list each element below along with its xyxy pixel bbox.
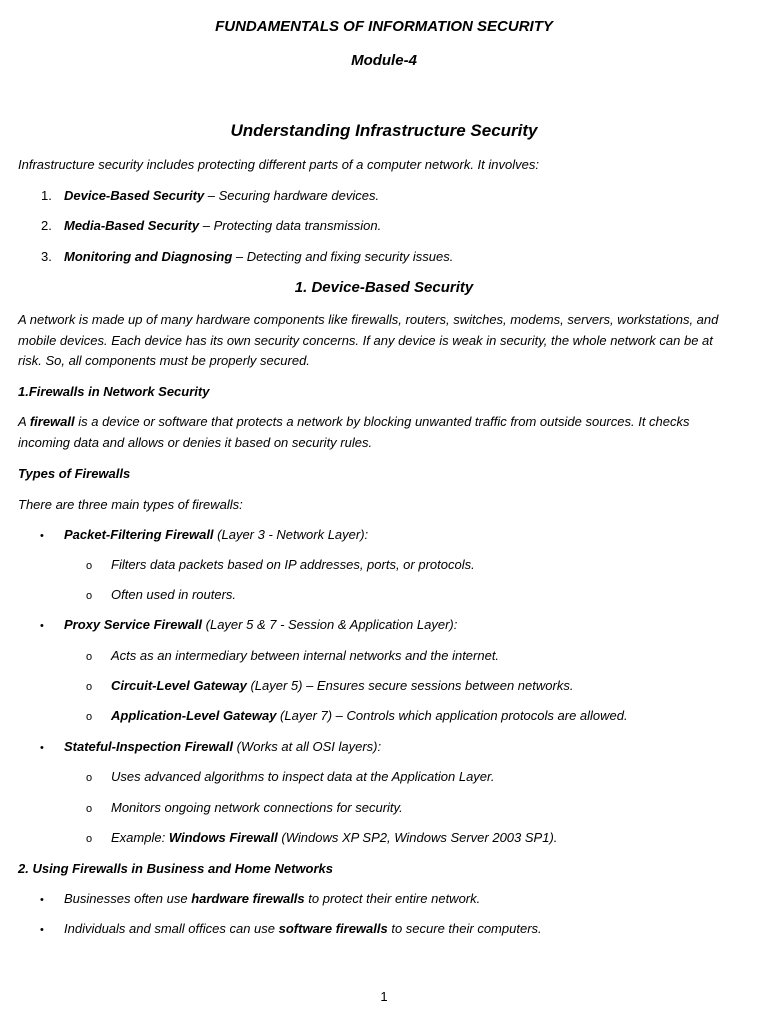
sub-item: Often used in routers. xyxy=(111,587,237,602)
firewall-term: firewall xyxy=(29,414,75,429)
circle-bullet-icon: o xyxy=(86,590,93,602)
firewall-paragraph xyxy=(18,412,738,453)
sub-item xyxy=(111,677,573,695)
text-fragment: to protect their entire network. xyxy=(304,891,481,906)
bold-term: software firewalls xyxy=(278,921,388,936)
bullet-icon: • xyxy=(40,924,44,936)
sub-item: Filters data packets based on IP addresses, ports, or protocols. xyxy=(111,557,475,572)
list-item-bold: Device-Based Security xyxy=(64,188,205,203)
type-layer: (Layer 3 - Network Layer): xyxy=(213,527,369,542)
gateway-name: Application-Level Gateway xyxy=(111,708,277,723)
circle-bullet-icon: o xyxy=(86,681,93,693)
circle-bullet-icon: o xyxy=(86,803,93,815)
sub-item xyxy=(111,707,628,725)
bullet-icon: • xyxy=(40,742,44,754)
list-item-text: – Detecting and fixing security issues. xyxy=(232,249,454,264)
gateway-desc: (Layer 5) – Ensures secure sessions between networks. xyxy=(246,678,574,693)
module-label: Module-4 xyxy=(351,52,417,69)
firewall-type-stateful xyxy=(64,738,381,756)
bullet-icon: • xyxy=(40,530,44,542)
gateway-name: Circuit-Level Gateway xyxy=(111,678,247,693)
firewall-type-packet xyxy=(64,526,368,544)
list-number: 3. xyxy=(41,249,52,264)
text-fragment: Businesses often use xyxy=(64,891,192,906)
sub-item: Acts as an intermediary between internal networks and the internet. xyxy=(111,648,500,663)
list-item-bold: Monitoring and Diagnosing xyxy=(64,249,233,264)
list-item-text: – Protecting data transmission. xyxy=(199,218,382,233)
section-intro: Infrastructure security includes protecting different parts of a computer network. It involves: xyxy=(18,157,539,172)
type-name: Packet-Filtering Firewall xyxy=(64,527,214,542)
page-number: 1 xyxy=(380,989,388,1004)
types-heading: Types of Firewalls xyxy=(18,466,131,481)
text-fragment: A xyxy=(18,414,30,429)
sub-item: Uses advanced algorithms to inspect data at the Application Layer. xyxy=(111,769,495,784)
circle-bullet-icon: o xyxy=(86,560,93,572)
device-security-paragraph: A network is made up of many hardware components like firewalls, routers, switches, modems, servers, workstations, and mobile devices. Each device has its own security concerns. If any device is weak in security, the whole network can be at risk. So, all components must be properly secured. xyxy=(18,312,719,368)
circle-bullet-icon: o xyxy=(86,711,93,723)
text-fragment: to secure their computers. xyxy=(387,921,542,936)
firewalls-heading: 1.Firewalls in Network Security xyxy=(18,384,210,399)
text-fragment: Example: xyxy=(111,830,169,845)
circle-bullet-icon: o xyxy=(86,772,93,784)
list-item xyxy=(64,248,453,266)
document-title: FUNDAMENTALS OF INFORMATION SECURITY xyxy=(215,18,553,35)
circle-bullet-icon: o xyxy=(86,651,93,663)
text-fragment: Individuals and small offices can use xyxy=(64,921,279,936)
subsection-title: 1. Device-Based Security xyxy=(294,279,474,296)
list-item xyxy=(64,217,381,235)
list-number: 1. xyxy=(41,188,52,203)
gateway-desc: (Layer 7) – Controls which application protocols are allowed. xyxy=(276,708,628,723)
business-bullet xyxy=(64,920,542,938)
type-name: Proxy Service Firewall xyxy=(64,617,203,632)
bold-term: hardware firewalls xyxy=(191,891,305,906)
section-title: Understanding Infrastructure Security xyxy=(230,121,538,140)
type-name: Stateful-Inspection Firewall xyxy=(64,739,234,754)
type-layer: (Layer 5 & 7 - Session & Application Layer): xyxy=(202,617,458,632)
business-bullet xyxy=(64,890,480,908)
example-name: Windows Firewall xyxy=(168,830,278,845)
circle-bullet-icon: o xyxy=(86,833,93,845)
types-intro: There are three main types of firewalls: xyxy=(18,497,243,512)
list-number: 2. xyxy=(41,218,52,233)
sub-item xyxy=(111,829,557,847)
business-heading: 2. Using Firewalls in Business and Home Networks xyxy=(18,861,333,876)
sub-item: Monitors ongoing network connections for security. xyxy=(111,800,403,815)
bullet-icon: • xyxy=(40,620,44,632)
list-item-bold: Media-Based Security xyxy=(64,218,200,233)
bullet-icon: • xyxy=(40,894,44,906)
list-item-text: – Securing hardware devices. xyxy=(204,188,380,203)
text-fragment: (Windows XP SP2, Windows Server 2003 SP1). xyxy=(277,830,558,845)
type-layer: (Works at all OSI layers): xyxy=(233,739,382,754)
list-item xyxy=(64,187,379,205)
text-fragment: is a device or software that protects a network by blocking unwanted traffic from outside sources. It checks incoming data and allows or denies it based on security rules. xyxy=(18,414,690,450)
firewall-type-proxy xyxy=(64,616,457,634)
